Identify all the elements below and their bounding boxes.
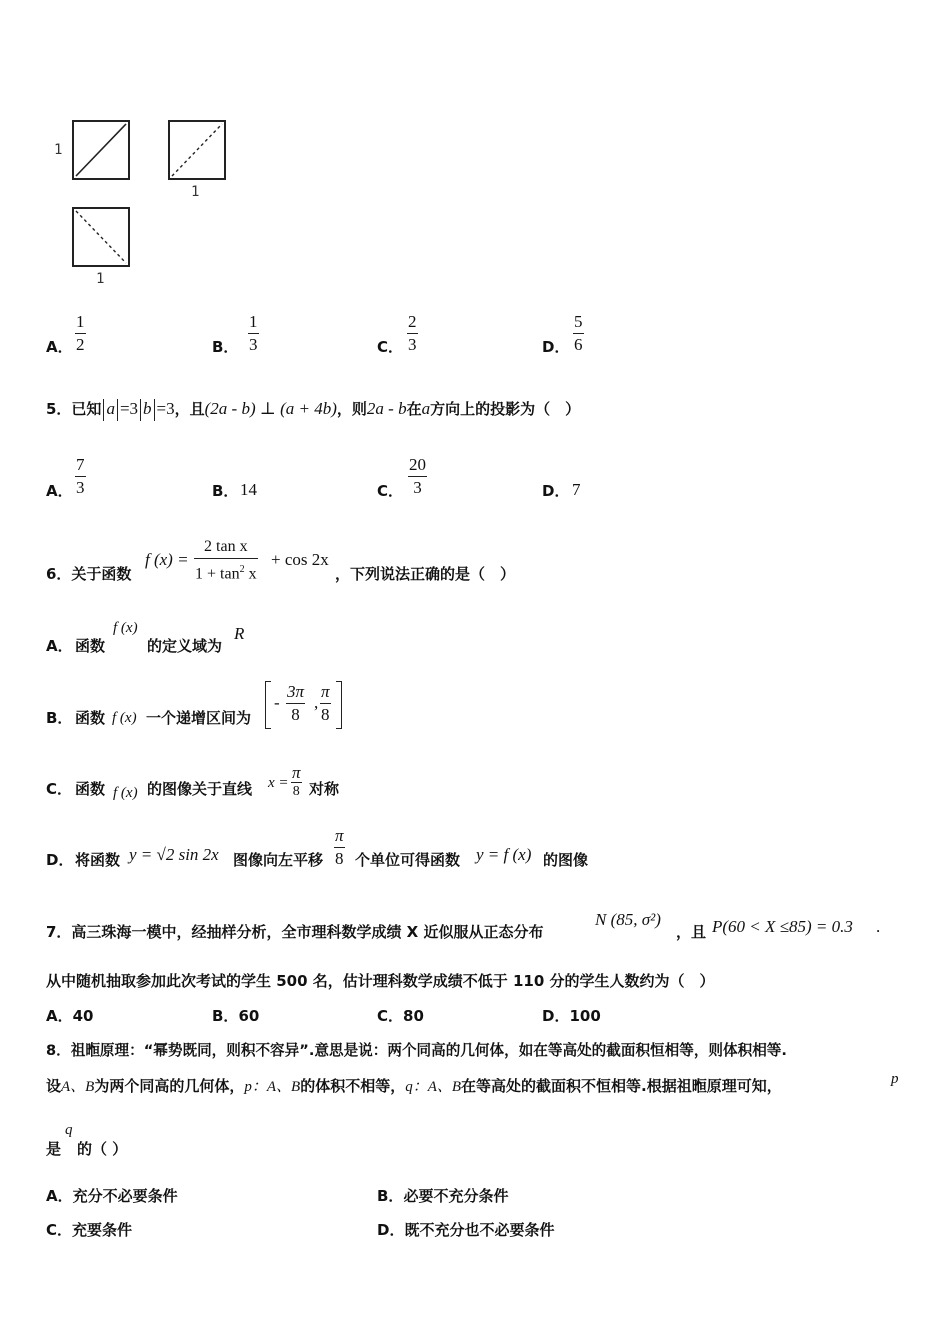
q8-line3-prefix: 是 bbox=[46, 1140, 62, 1158]
q5-vec-a2: a bbox=[421, 399, 431, 418]
q6-option-d-text4: 的图像 bbox=[543, 851, 589, 869]
q7-sep: ，且 bbox=[676, 923, 707, 941]
q5-expr: 2a - b bbox=[366, 399, 407, 418]
q6-option-d-frac: π 8 bbox=[335, 826, 344, 868]
q6-option-c-text2: 的图像关于直线 bbox=[147, 780, 253, 798]
q6-option-c-frac: π 8 bbox=[292, 763, 301, 799]
front-view-square bbox=[72, 120, 130, 180]
q5-option-d-value[interactable]: 7 bbox=[572, 480, 581, 499]
q6-option-a-R: R bbox=[234, 624, 245, 643]
q5-eq2: =3 bbox=[156, 399, 175, 418]
figure-label-1: 1 bbox=[54, 142, 63, 158]
q6-option-c-fx: f (x) bbox=[113, 785, 138, 801]
q5-option-c-letter[interactable]: C． bbox=[377, 482, 404, 500]
dashed-diagonal bbox=[170, 122, 224, 178]
q6-option-b-letter[interactable]: B． bbox=[46, 709, 73, 727]
q5-option-a-value[interactable]: 7 3 bbox=[76, 455, 85, 497]
solid-diagonal bbox=[74, 122, 128, 178]
q6-option-a-text1: 函数 bbox=[75, 637, 106, 655]
q8-option-a[interactable]: A．充分不必要条件 bbox=[46, 1187, 178, 1205]
q8-line3-suffix: 的（ ） bbox=[77, 1140, 128, 1158]
q7-line2: 从中随机抽取参加此次考试的学生 500 名，估计理科数学成绩不低于 110 分的学生人数约为（ ） bbox=[46, 972, 715, 990]
q6-option-b-text2: 一个递增区间为 bbox=[146, 709, 252, 727]
q6-option-d-text3: 个单位可得函数 bbox=[355, 851, 461, 869]
q6-option-d-text1: 将函数 bbox=[75, 851, 121, 869]
q5-vec-a: a bbox=[106, 399, 115, 418]
q8-option-c[interactable]: C．充要条件 bbox=[46, 1221, 133, 1239]
q7-option-b[interactable]: B．60 bbox=[212, 1007, 260, 1025]
q6-option-a-letter[interactable]: A． bbox=[46, 637, 73, 655]
q8-option-d[interactable]: D．既不充分也不必要条件 bbox=[377, 1221, 555, 1239]
q4-option-a-value[interactable]: 1 2 bbox=[76, 312, 85, 354]
q6-option-b-frac2: π 8 bbox=[321, 682, 330, 724]
q5-option-c-value[interactable]: 20 3 bbox=[409, 455, 426, 497]
q6-option-c-text1: 函数 bbox=[75, 780, 106, 798]
q6-option-d-letter[interactable]: D． bbox=[46, 851, 74, 869]
q6-option-d-y: y = √2 sin 2x bbox=[129, 845, 219, 864]
q5-stem bbox=[46, 398, 580, 421]
q5-sep2: ，则 bbox=[336, 400, 367, 418]
q5-option-d-letter[interactable]: D． bbox=[542, 482, 570, 500]
q6-option-a-text2: 的定义域为 bbox=[147, 637, 223, 655]
q8-q: q bbox=[65, 1122, 73, 1138]
q6-fx: f (x) = bbox=[145, 550, 189, 569]
q6-option-b-minus: - bbox=[274, 693, 280, 712]
side-view-square bbox=[168, 120, 226, 180]
q5-perp: (2a - b) ⊥ (a + 4b) bbox=[204, 399, 337, 418]
dashed-diagonal-top bbox=[74, 209, 128, 265]
q6-option-d-yfx: y = f (x) bbox=[476, 845, 532, 864]
q5-option-a-letter[interactable]: A． bbox=[46, 482, 73, 500]
interval-left-bracket bbox=[265, 681, 271, 729]
q7-option-c[interactable]: C．80 bbox=[377, 1007, 424, 1025]
q7-probability: P(60 < X ≤85) = 0.3 bbox=[712, 917, 853, 936]
q8-option-b[interactable]: B．必要不充分条件 bbox=[377, 1187, 509, 1205]
q7-distribution: N (85, σ²) bbox=[595, 910, 661, 929]
q5-option-b-value[interactable]: 14 bbox=[240, 480, 257, 499]
q6-fraction: 2 tan x $1 + \tan^2 x$ bbox=[195, 538, 257, 583]
q6-option-a-fx: f (x) bbox=[113, 620, 138, 636]
q6-option-b-text1: 函数 bbox=[75, 709, 106, 727]
q6-option-c-text3: 对称 bbox=[309, 780, 340, 798]
q5-suffix: 方向上的投影为（ ） bbox=[430, 400, 581, 418]
q6-suffix: ，下列说法正确的是（ ） bbox=[335, 565, 516, 583]
q6-option-d-text2: 图像向左平移 bbox=[233, 851, 324, 869]
q6-option-b-fx: f (x) bbox=[112, 710, 137, 726]
q7-dot: . bbox=[876, 917, 881, 936]
q5-vec-b: b bbox=[143, 399, 152, 418]
top-view-square bbox=[72, 207, 130, 267]
q7-option-d[interactable]: D．100 bbox=[542, 1007, 601, 1025]
q4-option-c-value[interactable]: 2 3 bbox=[408, 312, 417, 354]
q4-option-c-letter[interactable]: C． bbox=[377, 338, 404, 356]
q4-option-d-value[interactable]: 5 6 bbox=[574, 312, 583, 354]
q5-eq1: =3 bbox=[119, 399, 139, 418]
q4-option-b-letter[interactable]: B． bbox=[212, 338, 239, 356]
q6-prefix: 6．关于函数 bbox=[46, 565, 132, 583]
q6-tail-expr: + cos 2x bbox=[271, 550, 329, 569]
q4-option-a-letter[interactable]: A． bbox=[46, 338, 73, 356]
q5-prefix: 5．已知 bbox=[46, 400, 102, 418]
interval-right-bracket bbox=[336, 681, 342, 729]
q8-line2: 设A、B为两个同高的几何体，p：A、B的体积不相等，q：A、B在等高处的截面积不恒相等.根据祖暅原理可知， bbox=[46, 1077, 782, 1095]
q7-option-a[interactable]: A．40 bbox=[46, 1007, 94, 1025]
q6-option-b-frac1: 3π 8 bbox=[287, 682, 305, 724]
q4-option-b-value[interactable]: 1 3 bbox=[249, 312, 258, 354]
q5-mid: 在 bbox=[406, 400, 422, 418]
figure-label-2: 1 bbox=[191, 184, 200, 200]
q8-p: p bbox=[891, 1071, 899, 1087]
q6-option-c-x: x = bbox=[268, 775, 289, 791]
q4-option-d-letter[interactable]: D． bbox=[542, 338, 570, 356]
q6-option-b-comma: , bbox=[314, 693, 319, 712]
q5-sep1: ，且 bbox=[174, 400, 205, 418]
q8-line1: 8．祖暅原理：“幂势既同，则积不容异”.意思是说：两个同高的几何体，如在等高处的截面积恒相等，则体积相等. bbox=[46, 1042, 787, 1059]
q5-option-b-letter[interactable]: B． bbox=[212, 482, 239, 500]
q6-option-c-letter[interactable]: C． bbox=[46, 780, 73, 798]
figure-label-3: 1 bbox=[96, 271, 105, 287]
q7-line1: 7．高三珠海一模中，经抽样分析，全市理科数学成绩 X 近似服从正态分布 bbox=[46, 923, 544, 941]
